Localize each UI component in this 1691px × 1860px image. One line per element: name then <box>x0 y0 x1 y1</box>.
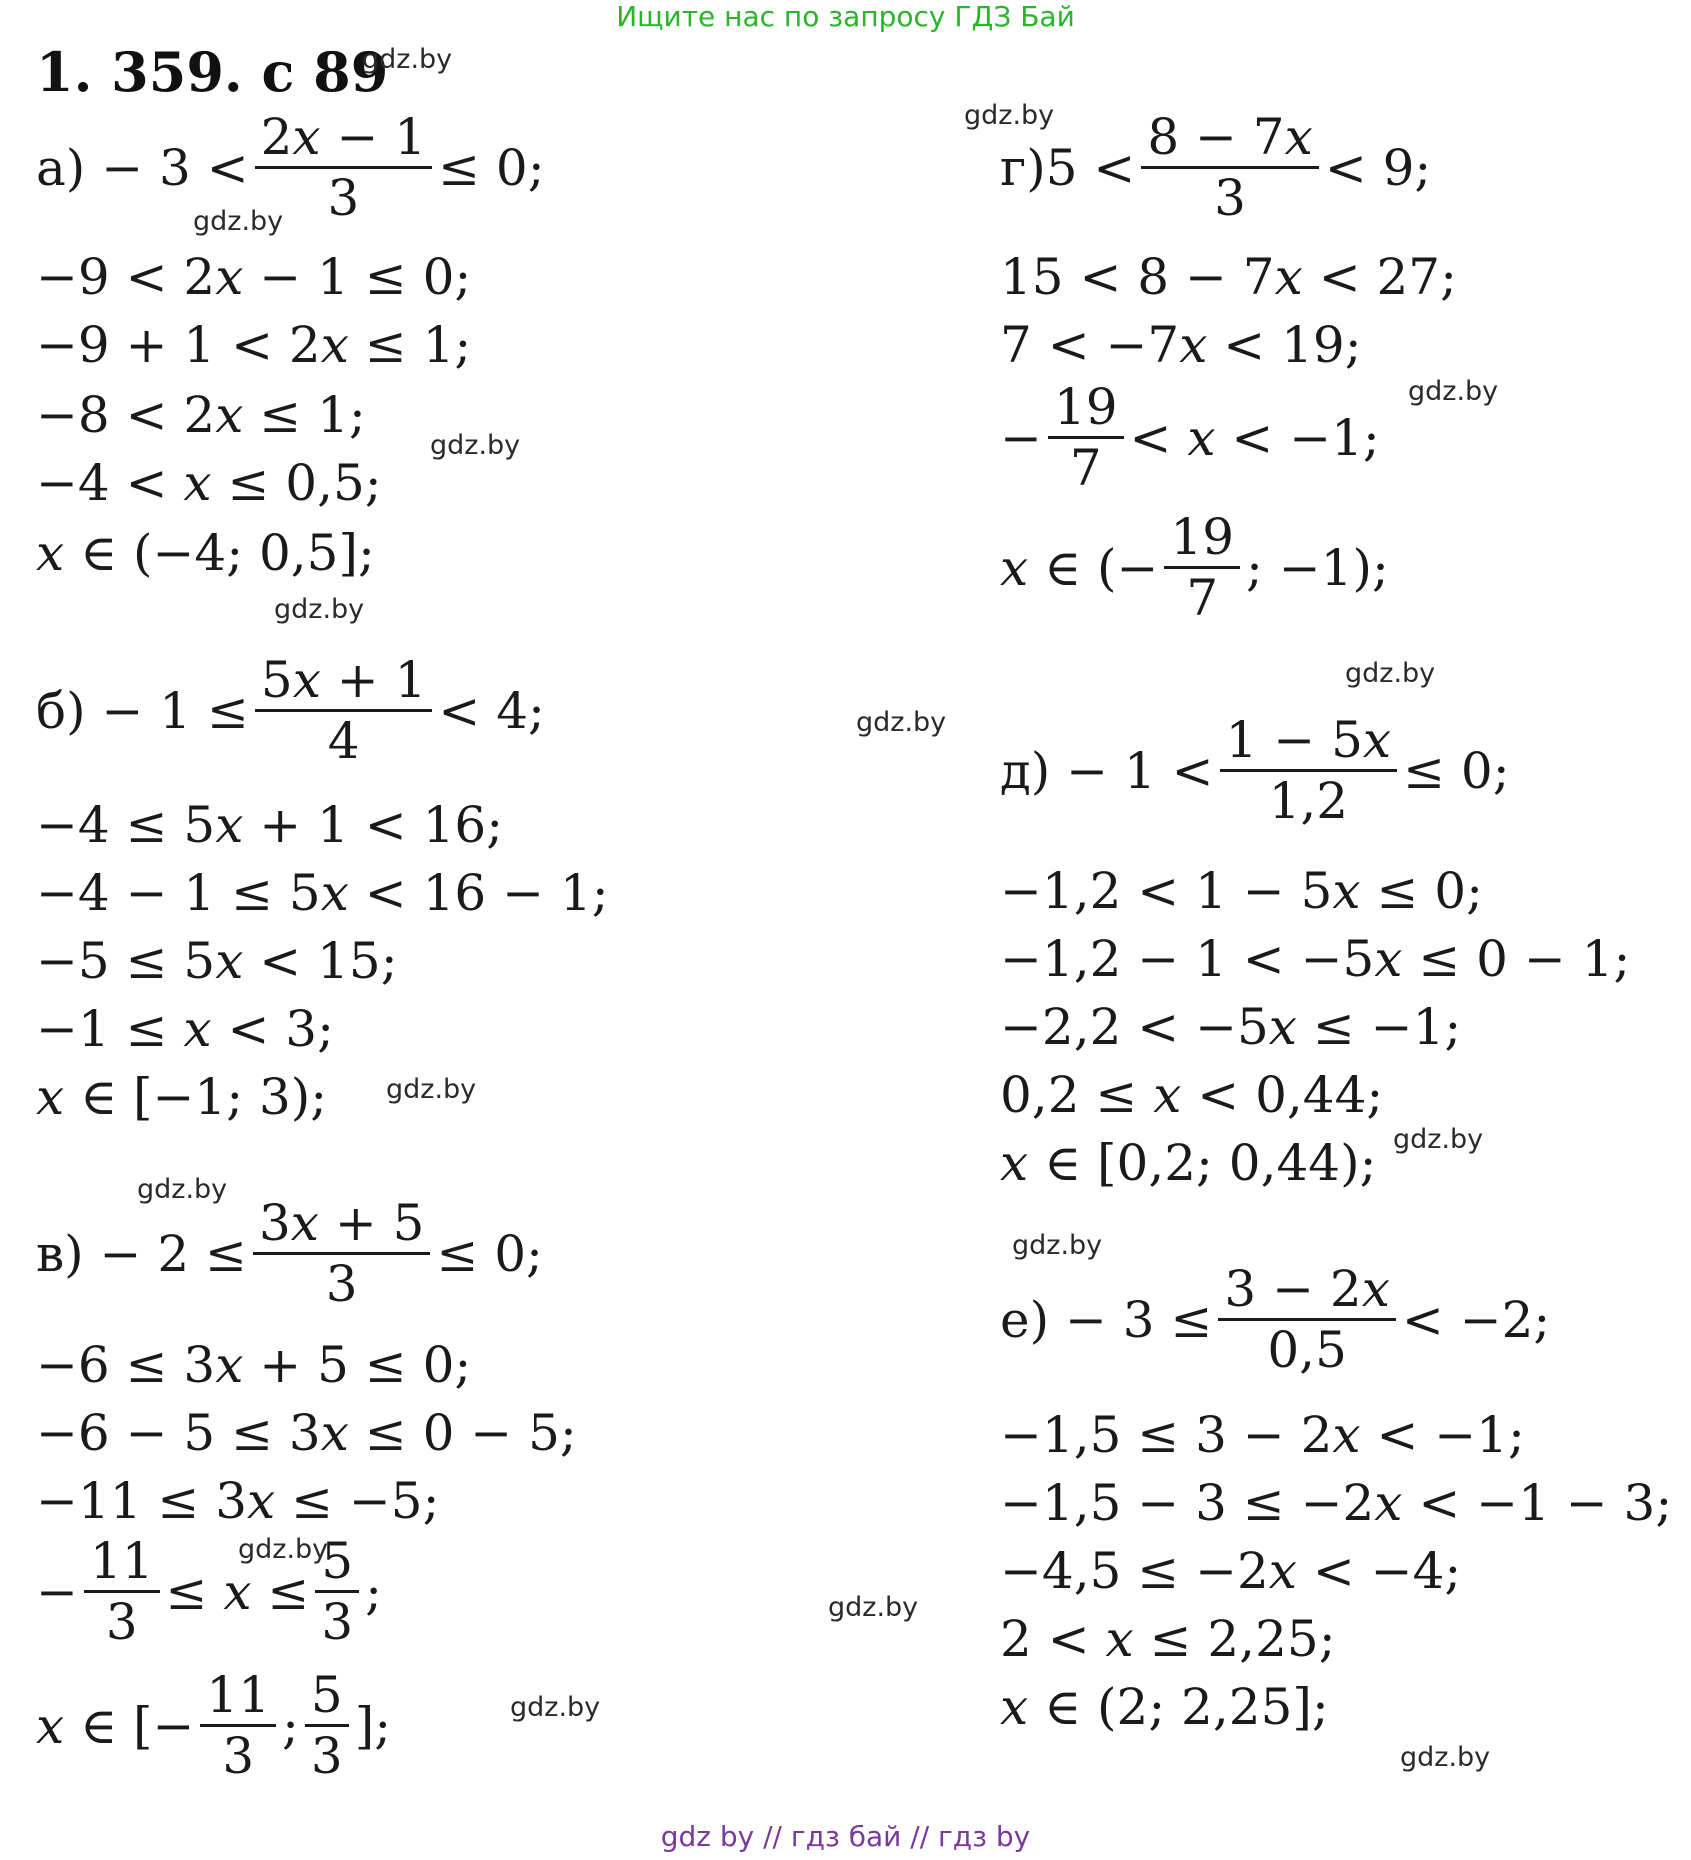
part-e-fraction <box>1218 1260 1396 1379</box>
part-d-prefix: д) − 1 < <box>1000 741 1214 800</box>
part-b-inequality <box>36 651 545 770</box>
part-g-step-1: 15 < 8 − 7𝑥 < 27; <box>1000 248 1457 306</box>
part-d-step-3: −2,2 < −5𝑥 ≤ −1; <box>1000 998 1462 1056</box>
part-g-answer <box>1000 508 1389 627</box>
denominator: 3 <box>222 1727 255 1785</box>
part-b-fraction <box>255 651 433 770</box>
part-v-r1-fraction-left <box>84 1532 160 1651</box>
watermark: gdz.by <box>137 1174 228 1205</box>
part-b-answer: 𝑥 ∈ [−1; 3); <box>36 1068 328 1126</box>
part-e-step-3: −4,5 ≤ −2𝑥 < −4; <box>1000 1542 1462 1600</box>
part-g-numerator: 8 − 7𝑥 <box>1147 108 1313 166</box>
part-g-r2-fraction <box>1164 508 1240 627</box>
watermark: gdz.by <box>828 1592 919 1623</box>
part-v-inequality <box>36 1194 543 1313</box>
part-a-prefix: а) − 3 < <box>36 138 249 197</box>
part-b-step-3: −5 ≤ 5𝑥 < 15; <box>36 932 398 990</box>
part-a-denominator: 3 <box>327 169 360 227</box>
part-g-r2-post: ; −1); <box>1246 538 1389 597</box>
watermark: gdz.by <box>238 1534 329 1565</box>
part-v-step-3: −11 ≤ 3𝑥 ≤ −5; <box>36 1472 440 1530</box>
watermark: gdz.by <box>1408 376 1499 407</box>
part-b-denominator: 4 <box>327 712 360 770</box>
part-a-answer: 𝑥 ∈ (−4; 0,5]; <box>36 524 375 582</box>
search-banner: Ищите нас по запросу ГДЗ Бай <box>616 0 1075 33</box>
part-v-step-1: −6 ≤ 3𝑥 + 5 ≤ 0; <box>36 1336 472 1394</box>
part-d-step-4: 0,2 ≤ 𝑥 < 0,44; <box>1000 1066 1384 1124</box>
denominator: 3 <box>105 1593 138 1651</box>
part-a-step-2: −9 + 1 < 2𝑥 ≤ 1; <box>36 316 472 374</box>
part-g-r1-fraction <box>1048 378 1124 497</box>
watermark: gdz.by <box>274 594 365 625</box>
part-a-numerator: 2𝑥 − 1 <box>260 108 427 166</box>
part-d-numerator: 1 − 5𝑥 <box>1225 711 1392 769</box>
part-g-fraction <box>1141 108 1319 227</box>
denominator: 3 <box>321 1593 354 1651</box>
part-b-step-2: −4 − 1 ≤ 5𝑥 < 16 − 1; <box>36 864 609 922</box>
part-b-step-1: −4 ≤ 5𝑥 + 1 < 16; <box>36 796 504 854</box>
part-e-prefix: е) − 3 ≤ <box>1000 1290 1213 1349</box>
part-v-suffix: ≤ 0; <box>436 1224 543 1283</box>
watermark: gdz.by <box>362 44 453 75</box>
part-d-step-2: −1,2 − 1 < −5𝑥 ≤ 0 − 1; <box>1000 930 1631 988</box>
part-e-answer: 𝑥 ∈ (2; 2,25]; <box>1000 1678 1329 1736</box>
part-e-denominator: 0,5 <box>1267 1321 1347 1379</box>
part-e-step-2: −1,5 − 3 ≤ −2𝑥 < −1 − 3; <box>1000 1474 1673 1532</box>
watermark: gdz.by <box>1012 1230 1103 1261</box>
part-g-r1-post: < 𝑥 < −1; <box>1129 408 1380 467</box>
part-v-r1-mid: ≤ 𝑥 ≤ <box>165 1562 310 1621</box>
watermark: gdz.by <box>1400 1742 1491 1773</box>
part-g-denominator: 3 <box>1214 169 1246 227</box>
part-v-fraction <box>253 1194 431 1313</box>
part-a-suffix: ≤ 0; <box>438 138 545 197</box>
part-a-step-3: −8 < 2𝑥 ≤ 1; <box>36 386 366 444</box>
part-v-r2-fraction-left <box>200 1666 276 1785</box>
numerator: 19 <box>1053 378 1118 436</box>
part-a-inequality <box>36 108 545 227</box>
part-g-inequality <box>1000 108 1432 227</box>
part-e-step-1: −1,5 ≤ 3 − 2𝑥 < −1; <box>1000 1406 1525 1464</box>
watermark: gdz.by <box>1345 658 1436 689</box>
part-v-step-4 <box>36 1532 382 1651</box>
part-e-numerator: 3 − 2𝑥 <box>1224 1260 1390 1318</box>
part-e-inequality <box>1000 1260 1551 1379</box>
part-v-r1-pre: − <box>36 1562 78 1621</box>
part-b-suffix: < 4; <box>438 681 545 740</box>
numerator: 11 <box>89 1532 154 1590</box>
watermark: gdz.by <box>964 100 1055 131</box>
numerator: 19 <box>1170 508 1235 566</box>
part-v-denominator: 3 <box>325 1255 358 1313</box>
watermark: gdz.by <box>1393 1124 1484 1155</box>
part-b-step-4: −1 ≤ 𝑥 < 3; <box>36 1000 334 1058</box>
watermark: gdz.by <box>193 206 284 237</box>
part-a-step-1: −9 < 2𝑥 − 1 ≤ 0; <box>36 248 472 306</box>
footer-links: gdz by // гдз бай // гдз by <box>660 1820 1031 1853</box>
denominator: 7 <box>1069 439 1102 497</box>
part-d-answer: 𝑥 ∈ [0,2; 0,44); <box>1000 1134 1377 1192</box>
part-d-fraction <box>1220 711 1398 830</box>
watermark: gdz.by <box>510 1692 601 1723</box>
watermark: gdz.by <box>856 707 947 738</box>
part-d-suffix: ≤ 0; <box>1403 741 1510 800</box>
part-b-prefix: б) − 1 ≤ <box>36 681 249 740</box>
part-v-r2-post: ]; <box>354 1696 392 1755</box>
part-v-r2-fraction-right <box>305 1666 349 1785</box>
part-a-step-4: −4 < 𝑥 ≤ 0,5; <box>36 454 382 512</box>
numerator: 5 <box>321 1532 354 1590</box>
part-g-suffix: < 9; <box>1324 138 1432 197</box>
watermark: gdz.by <box>386 1074 477 1105</box>
part-g-r1-pre: − <box>1000 408 1042 467</box>
denominator: 3 <box>310 1727 343 1785</box>
part-v-r2-mid: ; <box>282 1696 299 1755</box>
problem-title: 1. 359. с 89 <box>36 40 389 104</box>
part-b-numerator: 5𝑥 + 1 <box>260 651 427 709</box>
part-v-r2-pre: 𝑥 ∈ [− <box>36 1696 195 1755</box>
part-d-inequality <box>1000 711 1510 830</box>
part-v-r1-post: ; <box>365 1562 382 1621</box>
part-v-prefix: в) − 2 ≤ <box>36 1224 247 1283</box>
part-d-step-1: −1,2 < 1 − 5𝑥 ≤ 0; <box>1000 862 1483 920</box>
numerator: 11 <box>206 1666 271 1724</box>
part-g-step-3 <box>1000 378 1380 497</box>
part-e-suffix: < −2; <box>1401 1290 1551 1349</box>
numerator: 5 <box>310 1666 343 1724</box>
part-v-step-2: −6 − 5 ≤ 3𝑥 ≤ 0 − 5; <box>36 1404 577 1462</box>
watermark: gdz.by <box>430 430 521 461</box>
part-v-answer <box>36 1666 392 1785</box>
part-g-step-2: 7 < −7𝑥 < 19; <box>1000 316 1362 374</box>
denominator: 7 <box>1186 569 1219 627</box>
part-g-r2-pre: 𝑥 ∈ (− <box>1000 538 1159 597</box>
part-d-denominator: 1,2 <box>1268 772 1349 830</box>
part-e-step-4: 2 < 𝑥 ≤ 2,25; <box>1000 1610 1336 1668</box>
part-g-prefix: г)5 < <box>1000 138 1136 197</box>
part-v-numerator: 3𝑥 + 5 <box>258 1194 425 1252</box>
